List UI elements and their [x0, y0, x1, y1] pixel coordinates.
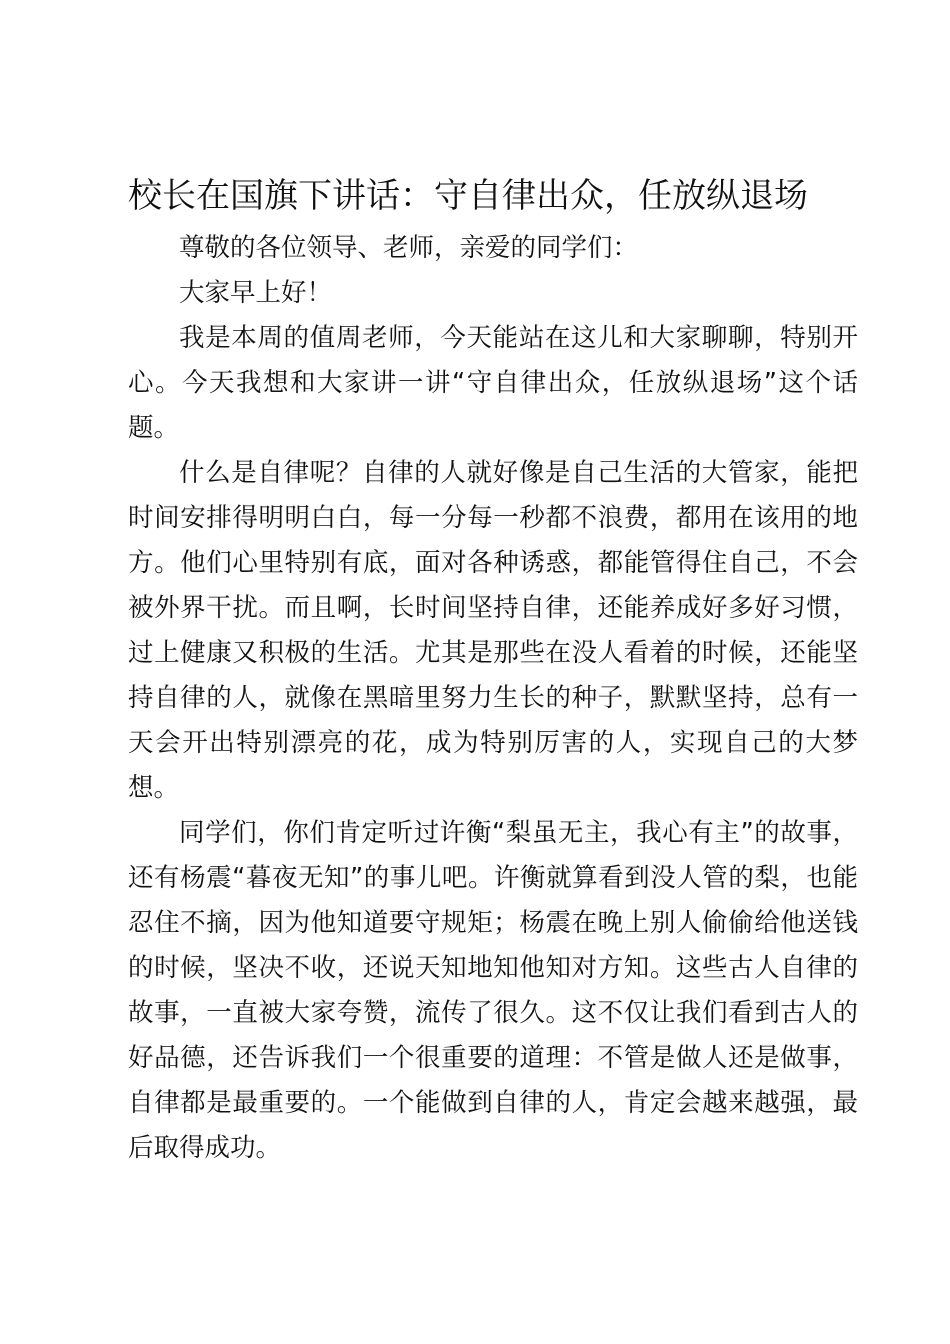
document-body: [128, 172, 858, 1171]
intro-paragraph: 我是本周的值周老师，今天能站在这儿和大家聊聊，特别开心。今天我想和大家讲一讲“守自律出众，任放纵退场”这个话题。: [128, 323, 858, 443]
self-discipline-definition-paragraph: 什么是自律呢？自律的人就好像是自己生活的大管家，能把时间安排得明明白白，每一分每一秒都不浪费，都用在该用的地方。他们心里特别有底，面对各种诱惑，都能管得住自己，不会被外界干扰。而且啊，长时间坚持自律，还能养成好多好习惯，过上健康又积极的生活。尤其是那些在没人看着的时候，还能坚持自律的人，就像在黑暗里努力生长的种子，默默坚持，总有一天会开出特别漂亮的花，成为特别厉害的人，实现自己的大梦想。: [128, 458, 858, 803]
greeting-paragraph: 尊敬的各位领导、老师，亲爱的同学们：: [179, 233, 639, 263]
historical-stories-paragraph: 同学们，你们肯定听过许衡“梨虽无主，我心有主”的故事，还有杨震“暮夜无知”的事儿吧。许衡就算看到没人管的梨，也能忍住不摘，因为他知道要守规矩；杨震在晚上别人偷偷给他送钱的时候，坚决不收，还说天知地知他知对方知。这些古人自律的故事，一直被大家夸赞，流传了很久。这不仅让我们看到古人的好品德，还告诉我们一个很重要的道理：不管是做人还是做事，自律都是最重要的。一个能做到自律的人，肯定会越来越强，最后取得成功。: [128, 818, 858, 1163]
morning-greeting-paragraph: 大家早上好！: [179, 278, 333, 308]
page-title: 校长在国旗下讲话：守自律出众，任放纵退场: [128, 176, 808, 216]
